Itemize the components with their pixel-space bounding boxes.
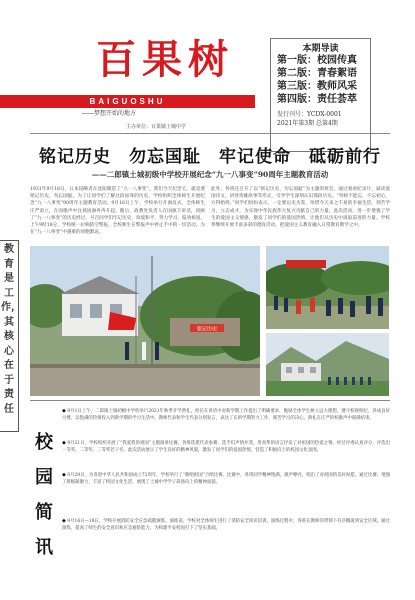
guide-item-page1[interactable]: 第一版：校园传真 bbox=[277, 55, 357, 66]
headline: 铭记历史 勿忘国耻 牢记使命 砥砺前行 bbox=[39, 147, 381, 167]
news-item-text: 9月16日—18日，学校开展消防安全应急疏散演练。演练前，学校对全体师生进行了消防安全知识培训，演练过程中，各班在教师的带领下有序撤离到安全区域。通过演练，提高了师生的安全意识和应急避险能力，为构建平安校园打下了坚实基础。 bbox=[62, 519, 390, 532]
news-item-text: 9月29日，为喜迎中华人民共和国成立72周年，学校举行了“歌唱祖国”合唱比赛。比赛中，各班同学精神饱满，歌声嘹亮，唱出了对祖国的美好祝愿。通过比赛，增强了班级凝聚力，丰富了校园文化生活，展现了土城中学学子昂扬向上的精神面貌。 bbox=[62, 473, 390, 486]
students-ceremony-illustration bbox=[266, 246, 389, 329]
issue-date: 2021年第3期 总第4期 bbox=[277, 120, 338, 127]
guide-title: 本期导读 bbox=[302, 44, 339, 54]
news-item bbox=[62, 440, 390, 454]
photo-banner-text: 铭记历史 bbox=[196, 326, 218, 333]
article-column-1: 1931年9月18日，日本侵略者在沈阳制造了“九一八事变”，我们今天纪念它，就是要铭记历史，勿忘国耻。为了让同学们了解这段屈辱的历史，学校组织全体师生开展纪念“九一八事变”90周年主题教育活动。9月18日上午，学校举行升旗仪式，全体师生庄严肃立，在国歌声中注视国旗冉冉升起。随后，政教处负责人在国旗下讲话，回顾了“九一八事变”的历史经过，号召同学们牢记历史，珍爱和平，努力学习，报效祖国。上午9时18分，学校统一拉响防空警报，全校师生在警报声中停止手中的一切活动，为在“九一八事变”中遇难的同胞默哀。 bbox=[30, 187, 205, 236]
bullet-icon: ◆ bbox=[62, 518, 66, 524]
photo-divider bbox=[30, 400, 390, 401]
news-item bbox=[62, 472, 390, 486]
guide-item-page4[interactable]: 第四版：责任荟萃 bbox=[277, 94, 357, 105]
bullet-icon: ◆ bbox=[62, 472, 66, 478]
news-item-text: 9月1日上午，二郎镇土城初级中学校举行2021年秋季开学典礼。校长在讲话中对新学期工作提出了明确要求，勉励全体学生树立远大理想，遵守校规校纪，养成良好习惯，以饱满的热情投入到新学期的学习生活中。教师代表和学生代表分别发言，表达了在新学期努力工作、刻苦学习的决心。典礼在庄严的校歌声中圆满结束。 bbox=[62, 409, 390, 422]
article-column-2: 此外，各班还召开了以“铭记历史，勿忘国耻”为主题的班会，通过观看纪录片、诵读爱国诗文、讲述英雄故事等形式，引导学生深刻认识那段历史。“拜师不能忘，不忘初心，方得始终。”同学们纷纷表示，一定要以史为鉴，珍惜今天来之不易的幸福生活，刻苦学习，立志成才，为实现中华民族伟大复兴贡献自己的力量。此次活动，进一步增强了学生的爱国主义情感，激发了同学们的爱国热情，让他们从历史中汲取前进的力量。学校将继续开展丰富多彩的德育活动，把爱国主义教育融入日常教育教学之中。 bbox=[211, 187, 390, 229]
news-item bbox=[62, 518, 390, 532]
subheadline: ——二郎镇土城初级中学校开展纪念“九一八事变”90周年主题教育活动 bbox=[91, 170, 329, 179]
news-item-text: 9月21日，学校组织开展了“我爱我的祖国”主题演讲比赛。各班选派代表参赛，选手们声情并茂，用真挚的语言抒发了对祖国的热爱之情。经过评委认真评分，评选出一等奖、二等奖、三等奖若干名。此次活动展示了学生良好的精神风貌，激发了同学们的爱国热情，营造了积极向上的校园文化氛围。 bbox=[62, 441, 390, 454]
guide-item-page2[interactable]: 第二版：青春絮语 bbox=[277, 68, 357, 79]
masthead-title: 百果树 bbox=[96, 36, 234, 83]
news-section-label: 校园简讯 bbox=[35, 432, 53, 558]
masthead-slogan: ——梦想开始的地方 bbox=[82, 111, 137, 117]
top-divider bbox=[30, 133, 390, 134]
guide-item-page3[interactable]: 第三版：教师风采 bbox=[277, 81, 357, 92]
news-item bbox=[62, 408, 390, 422]
sponsor-line: 主办单位：百果镇土城中学 bbox=[126, 124, 187, 130]
photo-students-ceremony bbox=[266, 246, 389, 329]
campus-view-illustration bbox=[266, 333, 389, 396]
flag-raising-illustration bbox=[30, 246, 260, 396]
issue-number: 发行刊号：YCDX-0001 bbox=[277, 111, 342, 118]
bullet-icon: ◆ bbox=[62, 408, 66, 414]
vertical-motto: 教育是工作，其核心在于责任 bbox=[1, 244, 21, 415]
photo-campus-view bbox=[266, 333, 389, 396]
bullet-icon: ◆ bbox=[62, 440, 66, 446]
photo-flag-raising bbox=[30, 246, 260, 396]
masthead-pinyin: BAIGUOSHU bbox=[89, 97, 166, 106]
